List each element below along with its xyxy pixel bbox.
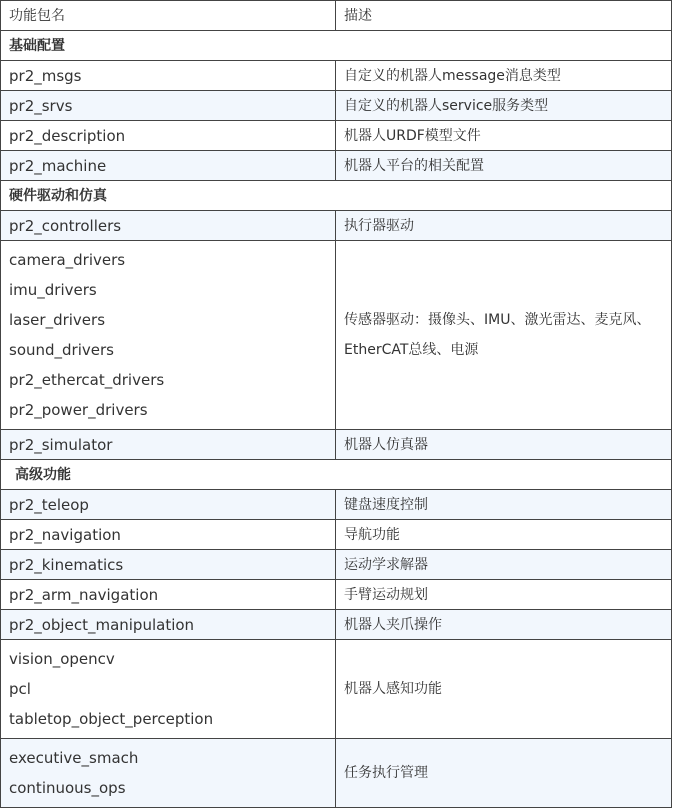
package-name: pr2_teleop bbox=[1, 490, 336, 520]
package-description: 执行器驱动 bbox=[336, 211, 672, 241]
package-description: 机器人夹爪操作 bbox=[336, 610, 672, 640]
header-package-name: 功能包名 bbox=[1, 1, 336, 31]
package-name: pr2_navigation bbox=[1, 520, 336, 550]
package-description: 传感器驱动：摄像头、IMU、激光雷达、麦克风、EtherCAT总线、电源 bbox=[336, 241, 672, 430]
table-row bbox=[1, 430, 672, 460]
package-description: 键盘速度控制 bbox=[336, 490, 672, 520]
package-description: 机器人仿真器 bbox=[336, 430, 672, 460]
package-name: continuous_ops bbox=[9, 779, 126, 797]
table-row bbox=[1, 91, 672, 121]
package-name: pr2_msgs bbox=[1, 61, 336, 91]
package-name: pr2_simulator bbox=[1, 430, 336, 460]
package-name: pr2_description bbox=[1, 121, 336, 151]
section-row bbox=[1, 31, 672, 61]
package-name: pcl bbox=[9, 680, 31, 698]
package-name: camera_drivers bbox=[9, 251, 126, 269]
package-name: tabletop_object_perception bbox=[9, 710, 214, 728]
table-row bbox=[1, 739, 672, 808]
package-description: 机器人URDF模型文件 bbox=[336, 121, 672, 151]
table-row bbox=[1, 61, 672, 91]
package-description: 手臂运动规划 bbox=[336, 580, 672, 610]
package-name: vision_opencv bbox=[9, 650, 115, 668]
package-description: 机器人感知功能 bbox=[336, 640, 672, 739]
package-name: imu_drivers bbox=[9, 281, 97, 299]
table-row bbox=[1, 640, 672, 739]
section-title: 高级功能 bbox=[1, 460, 672, 490]
package-name: pr2_object_manipulation bbox=[1, 610, 336, 640]
package-name: executive_smach bbox=[9, 749, 139, 767]
table-row bbox=[1, 610, 672, 640]
package-description: 运动学求解器 bbox=[336, 550, 672, 580]
package-name: sound_drivers bbox=[9, 341, 114, 359]
package-name: pr2_arm_navigation bbox=[1, 580, 336, 610]
section-title: 基础配置 bbox=[1, 31, 672, 61]
table-row bbox=[1, 490, 672, 520]
section-row bbox=[1, 181, 672, 211]
section-row bbox=[1, 460, 672, 490]
table-row bbox=[1, 121, 672, 151]
package-name-list bbox=[1, 739, 336, 808]
section-title: 硬件驱动和仿真 bbox=[1, 181, 672, 211]
package-name: pr2_machine bbox=[1, 151, 336, 181]
package-name: pr2_controllers bbox=[1, 211, 336, 241]
package-description: 自定义的机器人message消息类型 bbox=[336, 61, 672, 91]
package-description: 导航功能 bbox=[336, 520, 672, 550]
table-row bbox=[1, 550, 672, 580]
package-name: pr2_ethercat_drivers bbox=[9, 371, 165, 389]
package-name: pr2_power_drivers bbox=[9, 401, 148, 419]
package-name-list bbox=[1, 640, 336, 739]
table-row bbox=[1, 520, 672, 550]
table-row bbox=[1, 151, 672, 181]
table-row bbox=[1, 580, 672, 610]
package-name: pr2_srvs bbox=[1, 91, 336, 121]
package-name: pr2_kinematics bbox=[1, 550, 336, 580]
package-name-list bbox=[1, 241, 336, 430]
table-row bbox=[1, 241, 672, 430]
package-description: 任务执行管理 bbox=[336, 739, 672, 808]
package-name: laser_drivers bbox=[9, 311, 106, 329]
package-description: 自定义的机器人service服务类型 bbox=[336, 91, 672, 121]
header-description: 描述 bbox=[336, 1, 672, 31]
table-header-row bbox=[1, 1, 672, 31]
package-description: 机器人平台的相关配置 bbox=[336, 151, 672, 181]
table-row bbox=[1, 211, 672, 241]
